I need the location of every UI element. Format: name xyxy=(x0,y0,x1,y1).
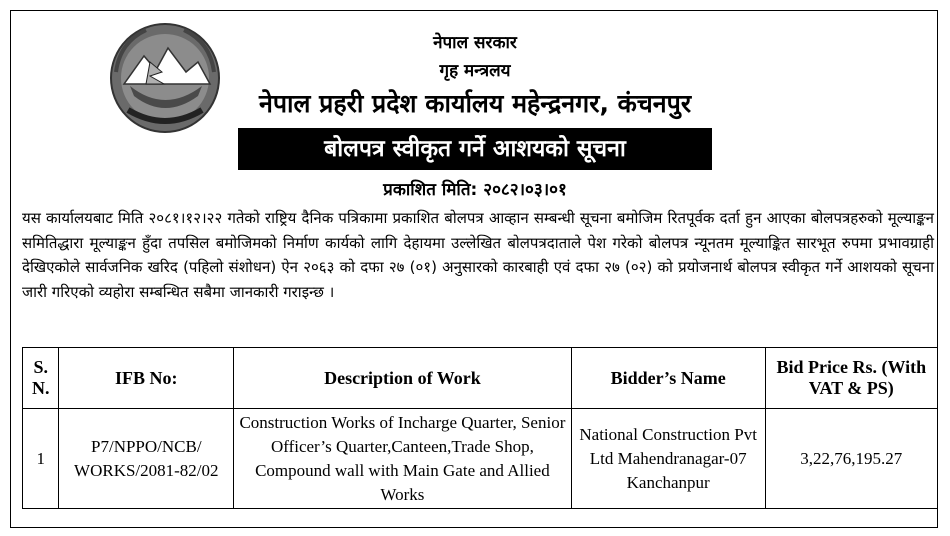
published-date: प्रकाशित मिति: २०८२।०३।०१ xyxy=(383,180,567,200)
cell-price: 3,22,76,195.27 xyxy=(765,409,937,509)
table-row xyxy=(23,409,938,509)
header-price: Bid Price Rs. (With VAT & PS) xyxy=(765,348,937,409)
cell-sn: 1 xyxy=(23,409,59,509)
cell-description: Construction Works of Incharge Quarter, Senior Officer’s Quarter,Canteen,Trade Shop, Compound wall with Main Gate and Allied Works xyxy=(234,409,572,509)
notice-title-banner: बोलपत्र स्वीकृत गर्ने आशयको सूचना xyxy=(238,128,712,170)
cell-ifb: P7/NPPO/NCB/ WORKS/2081-82/02 xyxy=(59,409,234,509)
bid-table xyxy=(22,347,938,509)
notice-body: यस कार्यालयबाट मिति २०८१।१२।२२ गतेको राष्ट्रिय दैनिक पत्रिकामा प्रकाशित बोलपत्र आव्हान सम्बन्धी सूचना बमोजिम रितपूर्वक दर्ता हुन आएका बोलपत्रहरुको मूल्याङ्कन समितिद्धारा मूल्याङ्कन हुँदा तपसिल बमोजिमको निर्माण कार्यको लागि देहायमा उल्लेखित बोलपत्रदाताले पेश गरेको बोलपत्र न्यूनतम मूल्याङ्कित सारभूत रुपमा प्रभावग्राही देखिएकोले सार्वजनिक खरिद (पहिलो संशोधन) ऐन २०६३ को दफा २७ (०१) अनुसारको कारबाही एवं दफा २७ (०२) को प्रयोजनार्थ बोलपत्र स्वीकृत गर्ने आशयको सूचना जारी गरिएको व्यहोरा सम्बन्धित सबैमा जानकारी गराइन्छ । xyxy=(22,209,934,301)
table-header-row xyxy=(23,348,938,409)
header-bidder: Bidder’s Name xyxy=(571,348,765,409)
header-description: Description of Work xyxy=(234,348,572,409)
government-title: नेपाल सरकार xyxy=(433,33,517,53)
office-title: नेपाल प्रहरी प्रदेश कार्यालय महेन्द्रनगर, कंचनपुर xyxy=(258,89,692,118)
cell-bidder: National Construction Pvt Ltd Mahendranagar-07 Kanchanpur xyxy=(571,409,765,509)
header-sn: S. N. xyxy=(23,348,59,409)
header-ifb: IFB No: xyxy=(59,348,234,409)
ministry-title: गृह मन्त्रलय xyxy=(439,61,511,81)
